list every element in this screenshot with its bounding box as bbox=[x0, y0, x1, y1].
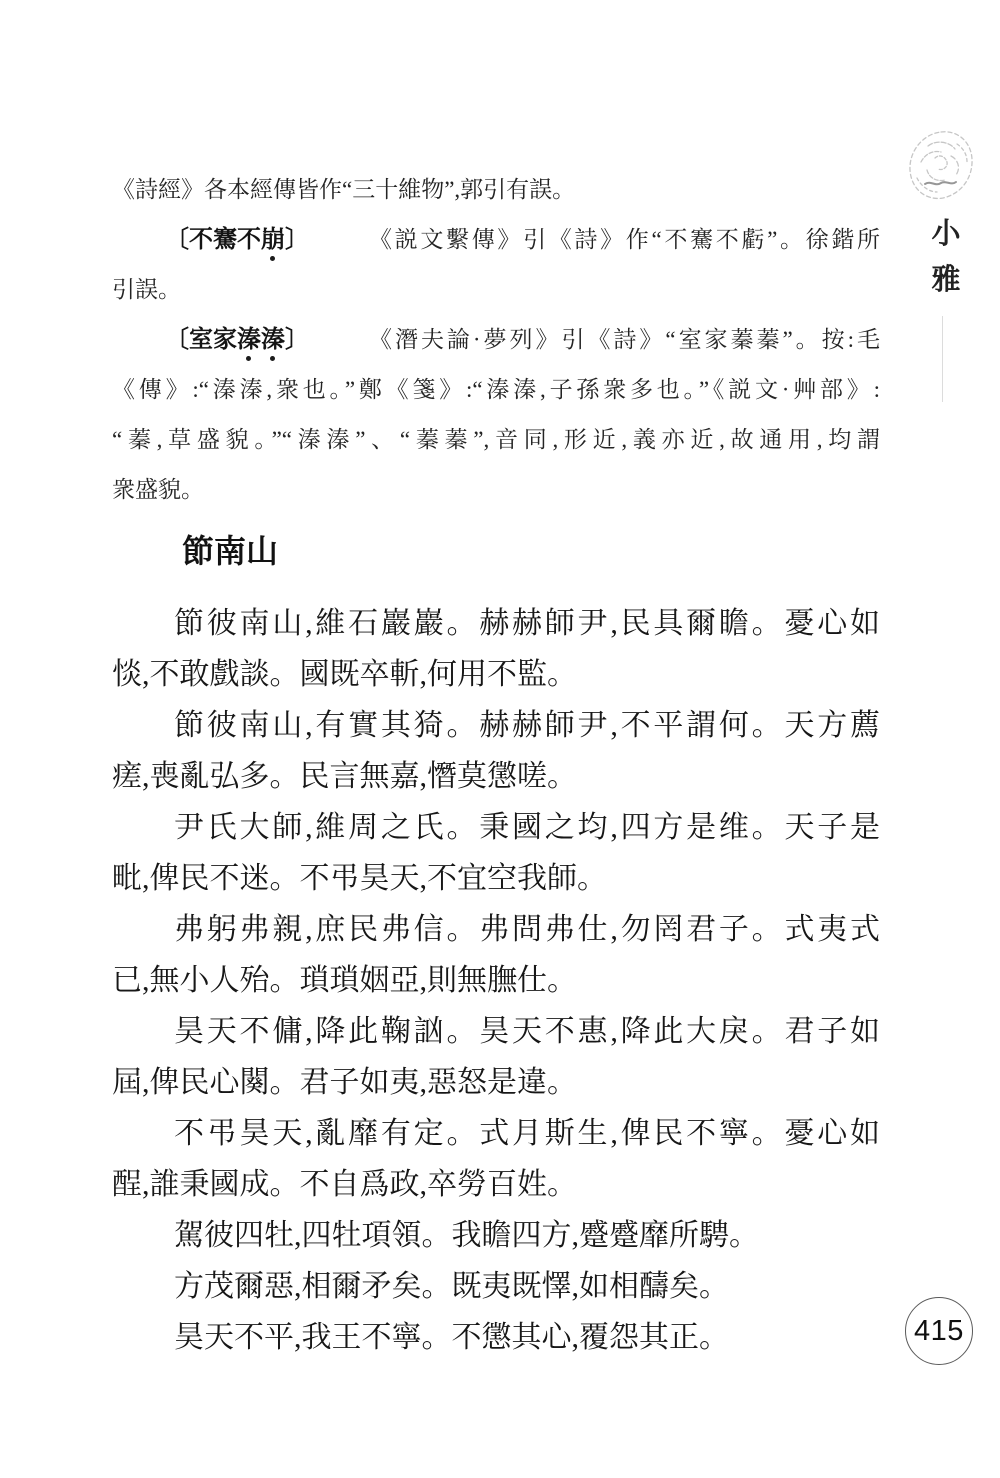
margin-section-label-char: 雅 bbox=[931, 264, 961, 296]
margin-section-label-char: 小 bbox=[931, 218, 961, 250]
commentary-line: 引誤。 bbox=[112, 277, 181, 302]
page-number: 415 bbox=[914, 1314, 964, 1347]
commentary-block bbox=[112, 165, 880, 515]
poem-line: 昊天不傭,降此鞠訩。昊天不惠,降此大戾。君子如 bbox=[174, 1015, 880, 1048]
poem-line: 昊天不平,我王不寧。不懲其心,覆怨其正。 bbox=[174, 1321, 729, 1354]
poem-title: 節南山 bbox=[182, 533, 279, 569]
poem-line: 弗躬弗親,庶民弗信。弗問弗仕,勿罔君子。式夷式 bbox=[174, 913, 880, 946]
commentary-line: 《傳》:“溱溱,衆也。”鄭《箋》:“溱溱,子孫衆多也。”《説文·艸部》: bbox=[112, 377, 880, 402]
seal-stamp-icon bbox=[903, 126, 979, 206]
poem-line: 惔,不敢戲談。國既卒斬,何用不監。 bbox=[112, 658, 577, 691]
poem-line: 瘥,喪亂弘多。民言無嘉,憯莫懲嗟。 bbox=[112, 760, 577, 793]
poem-line: 尹氏大師,維周之氏。秉國之均,四方是维。天子是 bbox=[174, 811, 880, 844]
commentary-entry-line bbox=[112, 215, 880, 265]
emphasis-dot bbox=[270, 256, 275, 261]
entry-headword: 〔室家溱溱〕 bbox=[165, 327, 309, 353]
entry-headword: 〔不騫不崩〕 bbox=[165, 227, 309, 253]
poem-line: 駕彼四牡,四牡項領。我瞻四方,蹙蹙靡所騁。 bbox=[174, 1219, 759, 1252]
entry-text: 《説文繫傳》引《詩》作“不騫不虧”。徐鍇所 bbox=[369, 227, 880, 252]
commentary-entry-line bbox=[112, 315, 880, 365]
poem-line: 已,無小人殆。瑣瑣姻亞,則無膴仕。 bbox=[112, 964, 577, 997]
poem-line: 酲,誰秉國成。不自爲政,卒勞百姓。 bbox=[112, 1168, 577, 1201]
poem-line: 節彼南山,維石巖巖。赫赫師尹,民具爾瞻。憂心如 bbox=[174, 607, 880, 640]
poem-line: 屆,俾民心闋。君子如夷,惡怒是違。 bbox=[112, 1066, 577, 1099]
poem-line: 節彼南山,有實其猗。赫赫師尹,不平謂何。天方薦 bbox=[174, 709, 880, 742]
commentary-line: 《詩經》各本經傳皆作“三十維物”,郭引有誤。 bbox=[112, 177, 576, 202]
entry-text: 《潛夫論·夢列》引《詩》“室家蓁蓁”。按:毛 bbox=[369, 327, 880, 352]
emphasis-dot bbox=[246, 356, 251, 361]
margin-divider-line bbox=[942, 316, 943, 402]
commentary-line: 衆盛貌。 bbox=[112, 477, 204, 502]
poem-block bbox=[112, 598, 880, 1363]
page-number-badge bbox=[905, 1297, 973, 1365]
poem-line: 方茂爾惡,相爾矛矣。既夷既懌,如相醻矣。 bbox=[174, 1270, 729, 1303]
poem-line: 毗,俾民不迷。不弔昊天,不宜空我師。 bbox=[112, 862, 607, 895]
commentary-line: “蓁,草盛貌。”“溱溱”、“蓁蓁”,音同,形近,義亦近,故通用,均謂 bbox=[112, 427, 880, 452]
emphasis-dot bbox=[270, 356, 275, 361]
poem-line: 不弔昊天,亂靡有定。式月斯生,俾民不寧。憂心如 bbox=[174, 1117, 880, 1150]
